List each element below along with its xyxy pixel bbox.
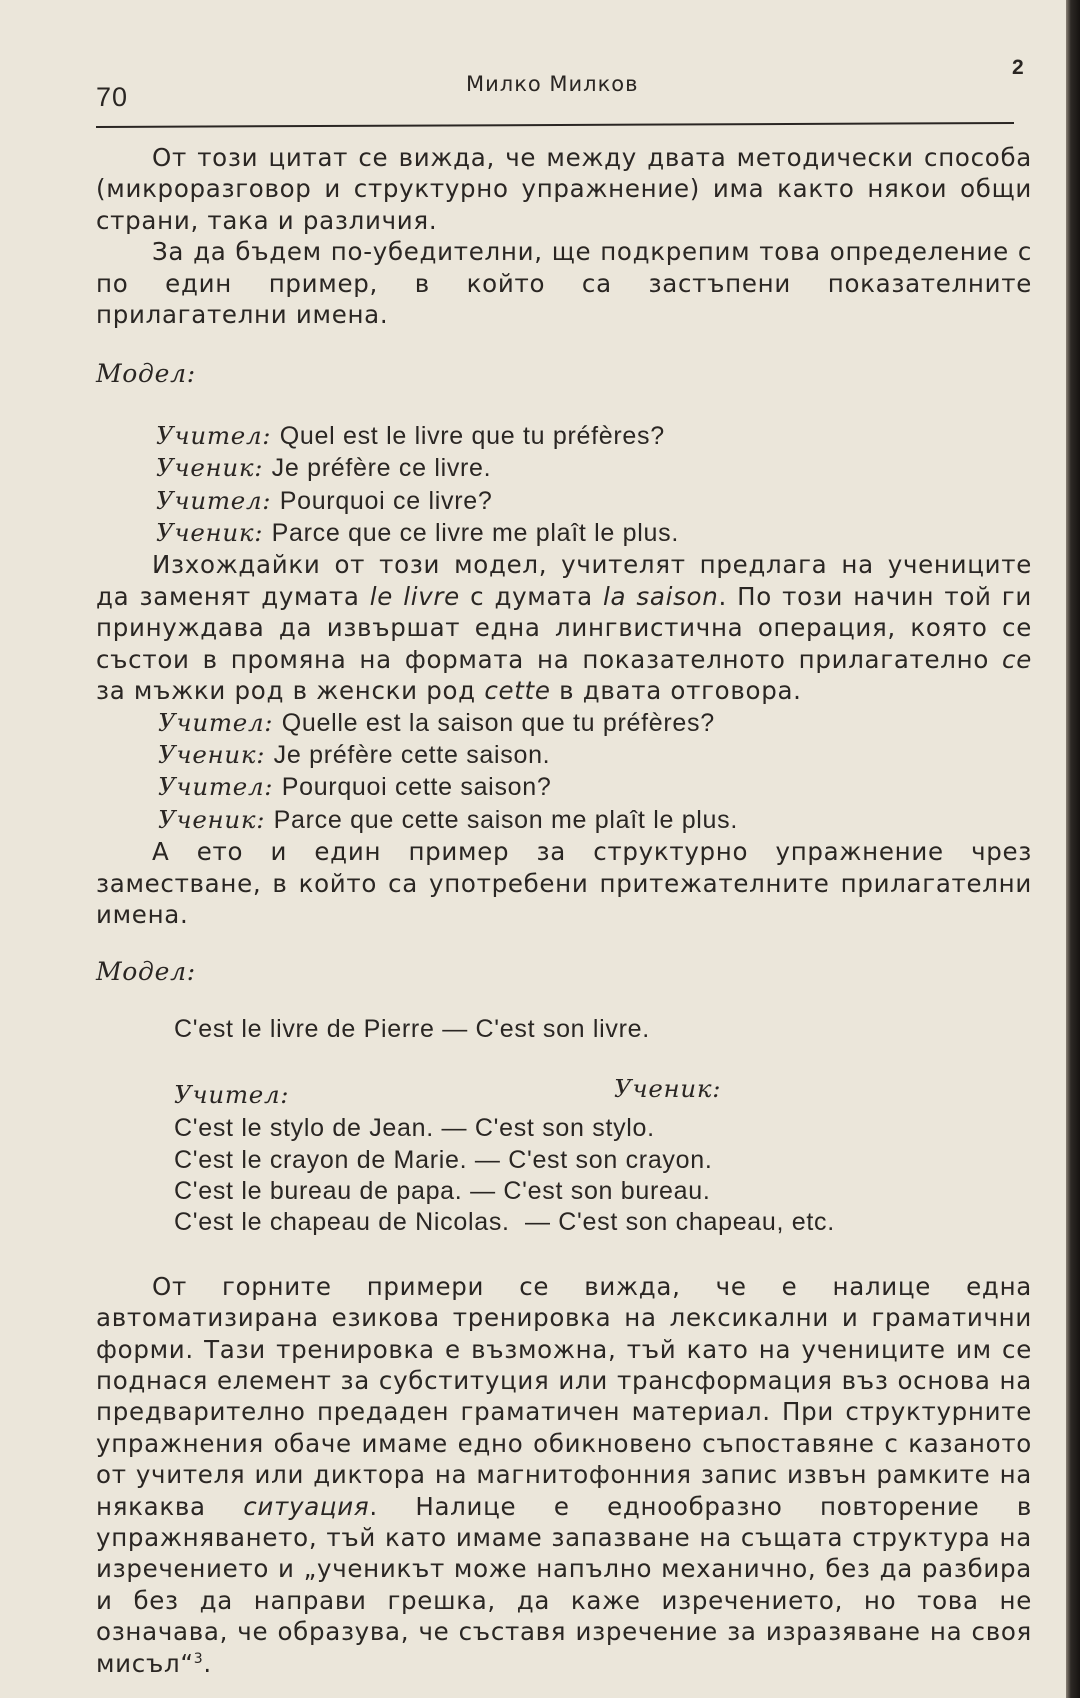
header-rule (96, 122, 1014, 128)
model-heading-1: Модел: (96, 359, 196, 389)
utterance: Quelle est la saison que tu préfères? (281, 708, 715, 737)
dialog-line (158, 707, 1032, 739)
text-run: за мъжки род в женски род (96, 676, 485, 706)
paragraph-5 (96, 1271, 1032, 1679)
text-run: . По този начин той ги принуждава да извършат една лингвистична операция, която се състои в промяна на формата на показателното прилагателно (96, 581, 1032, 674)
term-situatsiya: ситуация (243, 1491, 370, 1521)
paragraph-1: От този цитат се вижда, че между двата методически способа (микроразговор и структурно упражнение) има както някои общи страни, така и различия. (96, 143, 1032, 235)
speaker-label: Учител: (158, 707, 274, 737)
dialog-line (156, 452, 1032, 484)
term-le-livre: le livre (369, 581, 460, 611)
speaker-label: Ученик: (158, 739, 266, 769)
book-spine-edge (1066, 0, 1080, 1698)
utterance: Parce que ce livre me plaît le plus. (271, 519, 679, 548)
dialog-2 (96, 707, 1032, 837)
dialog-line (158, 804, 1032, 836)
term-la-saison: la saison (603, 581, 719, 611)
text-run: От горните примери се вижда, че е налице една автоматизирана езикова тренировка на лексикални и граматични форми. Тази тренировка е възможна, тъй като на учениците им се поднася елемент за субституция или трансформация въз основа на предварително предаден граматичен материал. При структурните упражнения обаче имаме едно обикновено съпоставяне с казаното от учителя или диктора на магнитофонния запис извън рамките на някаква (96, 1271, 1032, 1521)
utterance: Je préfère ce livre. (271, 454, 492, 483)
teacher-column-label: Учител: (174, 1080, 290, 1110)
text-run: . Налице е еднообразно повторение в упражняването, тъй като имаме запазване на същата структура на изречението и „ученикът може напълно механично, без да разбира и без да направи грешка, да каже изречението, но това не означава, че образува, че съставя изречение за изразяване на своя мисъл“ (96, 1491, 1032, 1678)
speaker-label: Учител: (156, 485, 272, 515)
example-line: C'est le crayon de Marie. — C'est son crayon. (174, 1145, 713, 1174)
corner-mark: 2 (1012, 56, 1024, 79)
paragraph-3 (96, 549, 1032, 706)
utterance: Pourquoi ce livre? (279, 486, 493, 515)
dialog-line (158, 739, 1032, 771)
utterance: Je préfère cette saison. (273, 740, 551, 769)
text-run: . (203, 1648, 212, 1678)
utterance: Quel est le livre que tu préfères? (279, 421, 665, 450)
student-column-label: Ученик: (614, 1074, 722, 1104)
dialog-line (158, 771, 1032, 803)
dialog-1 (96, 420, 1032, 550)
example-line: C'est le bureau de papa. — C'est son bureau. (174, 1176, 711, 1205)
example-line: C'est le stylo de Jean. — C'est son stylo. (174, 1114, 655, 1143)
term-ce: ce (1002, 644, 1032, 674)
example-line: C'est le chapeau de Nicolas. — C'est son chapeau, etc. (174, 1208, 835, 1237)
speaker-label: Ученик: (158, 804, 266, 834)
page-body (96, 142, 1032, 1679)
text-run: Изхождайки от този модел, учителят предлага на учениците да заменят думата (96, 550, 1032, 611)
text-run: в двата отговора. (550, 676, 802, 706)
utterance: Pourquoi cette saison? (281, 773, 552, 802)
paragraph-4: А ето и един пример за структурно упражнение чрез заместване, в който са употребени притежателните прилагателни имена. (96, 837, 1032, 929)
speaker-label: Учител: (158, 772, 274, 802)
dialog-line (156, 420, 1032, 452)
page-header (96, 50, 1024, 120)
dialog-line (156, 485, 1032, 517)
dialog-line (156, 517, 1032, 549)
model-heading-2: Модел: (96, 957, 196, 987)
speaker-label: Ученик: (156, 518, 264, 548)
running-head: Милко Милков (466, 72, 639, 96)
model-example: C'est le livre de Pierre — C'est son livre. (174, 1014, 650, 1043)
text-run: с думата (459, 581, 604, 611)
speaker-label: Учител: (156, 420, 272, 450)
footnote-marker: 3 (193, 1650, 204, 1667)
page-number: 70 (96, 82, 129, 112)
speaker-label: Ученик: (156, 453, 264, 483)
term-cette: cette (484, 676, 551, 706)
example-list (96, 1113, 1032, 1239)
column-labels (96, 1074, 1032, 1113)
utterance: Parce que cette saison me plaît le plus. (273, 805, 739, 834)
paragraph-2: За да бъдем по-убедителни, ще подкрепим това определение с по един пример, в който са застъпени показателните прилагателни имена. (96, 237, 1032, 330)
